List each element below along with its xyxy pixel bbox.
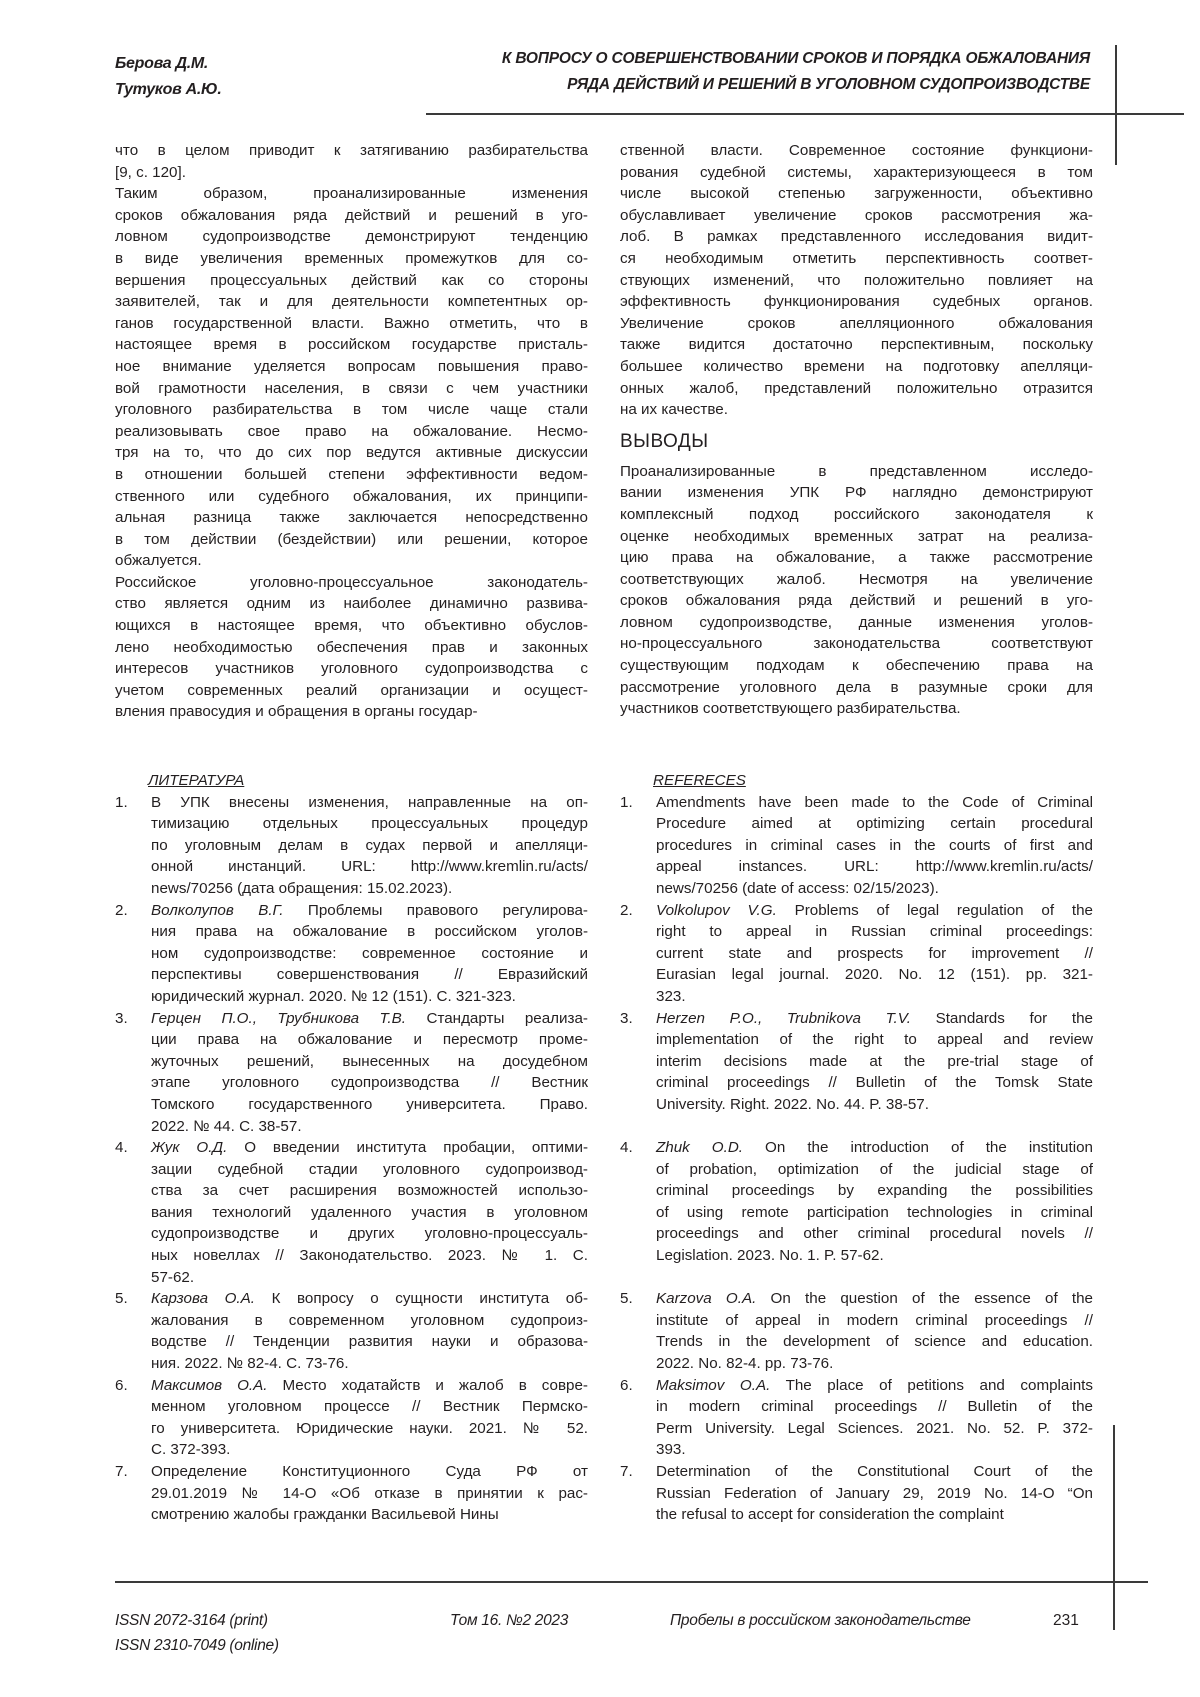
reference-line: В УПК внесены изменения, направленные на оп- [151,793,588,811]
reference-line: Trends in the development of science and education. [656,1333,1093,1351]
reference-author: Karzova O.A. [656,1290,757,1308]
spacer [620,1116,1093,1138]
reference-line: Determination of the Constitutional Court of the [656,1463,1093,1480]
reference-line: С. 372-393. [151,1441,231,1459]
reference-line: 323. [656,987,686,1005]
reference-line [656,1137,1093,1159]
running-title-line: К ВОПРОСУ О СОВЕРШЕНСТВОВАНИИ СРОКОВ И ПОРЯДКА ОБЖАЛОВАНИЯ [501,50,1090,67]
header-rule [426,113,1184,115]
reference-line: 393. [656,1441,686,1459]
reference-text: К вопросу о сущности института об- [255,1290,589,1308]
text-line: обжалуется. [115,552,202,570]
reference-author: Жук О.Д. [151,1139,228,1157]
reference-line: ния. 2022. № 82-4. С. 73-76. [151,1355,349,1373]
reference-text: Standards for the [910,1009,1093,1027]
reference-number: 6. [115,1376,128,1394]
reference-line [151,1137,588,1159]
text-line: ющихся в настоящее время, что объективно обуслов- [115,617,588,635]
text-line: ство является одним из наиболее динамично развива- [115,595,588,613]
reference-line: го университета. Юридические науки. 2021. № 52. [151,1419,588,1437]
reference-text: Стандарты реализа- [406,1009,588,1027]
text-line: ственного или судебного обжалования, их принципи- [115,487,588,505]
reference-number: 6. [620,1376,633,1394]
text-line: настоящее время в российском государстве присталь- [115,336,588,354]
reference-line: смотрению жалобы гражданки Васильевой Нины [151,1506,499,1524]
reference-line: зации судебной стадии уголовного судопроизвод- [151,1160,588,1178]
reference-number: 4. [620,1139,633,1157]
reference-line: ных новеллах // Законодательство. 2023. № 1. С. [151,1247,588,1265]
reference-number: 3. [620,1009,633,1027]
text-line: ственной власти. Современное состояние функциони- [620,142,1093,159]
text-line: рования судебной системы, характеризующееся в том [620,163,1093,181]
text-line: онных жалоб, представлений положительно отразится [620,379,1093,397]
reference-author: Zhuk O.D. [656,1139,744,1157]
text-line: лено необходимостью обеспечения прав и законных [115,638,588,656]
reference-line: proceedings and other criminal procedural novels // [656,1225,1093,1243]
reference-item [620,1008,1093,1116]
reference-line: ном судопроизводстве: современное состояние и [151,944,588,962]
text-line: вершения процессуальных действий как со стороны [115,271,588,289]
reference-line: юридический журнал. 2020. № 12 (151). С. 321-323. [151,987,516,1005]
text-line: в виде увеличения временных промежутков для со- [115,249,588,267]
reference-line: Legislation. 2023. No. 1. P. 57-62. [656,1247,884,1265]
reference-line: Russian Federation of January 29, 2019 No. 14-O “On [656,1484,1093,1502]
reference-author: Герцен П.О., Трубникова Т.В. [151,1009,407,1027]
reference-number: 2. [115,901,128,919]
text-line: ловном судопроизводстве, данные изменения уголов- [620,613,1093,631]
reference-number: 4. [115,1139,128,1157]
reference-author: Карзова О.А. [151,1290,256,1308]
text-line: эффективность функционирования судебных органов. [620,293,1093,311]
text-line: альная разница также заключается непосредственно [115,509,588,527]
reference-item [115,1461,588,1526]
text-line: в том действии (бездействии) или решении, которое [115,530,588,548]
text-line: на их качестве. [620,401,728,419]
body-text-block [620,140,1093,421]
text-line: существующим подходам к обеспечению права на [620,657,1093,675]
reference-line: Procedure aimed at optimizing certain procedural [656,815,1093,833]
reference-item [620,900,1093,1008]
text-line: вой грамотности населения, в связи с чем участники [115,379,588,397]
reference-number: 2. [620,901,633,919]
reference-line: criminal proceedings // Bulletin of the Tomsk State [656,1074,1093,1092]
text-line: ное внимание уделяется вопросам повышения право- [115,357,588,375]
reference-author: Максимов О.А. [151,1376,268,1394]
footer-rule [115,1581,1148,1583]
issn-online: ISSN 2310-7049 (online) [115,1637,279,1654]
text-line: Таким образом, проанализированные изменения [115,185,588,203]
text-line: цию права на обжалование, а также рассмотрение [620,549,1093,567]
text-line: Увеличение сроков апелляционного обжалования [620,314,1093,332]
reference-number: 5. [115,1290,128,1308]
header-vertical-rule [1115,45,1117,165]
reference-line: Perm University. Legal Sciences. 2021. No. 52. P. 372- [656,1419,1093,1437]
reference-line: news/70256 (дата обращения: 15.02.2023). [151,879,453,897]
text-line: большее количество времени на подготовку апелляци- [620,357,1093,375]
references-english [620,770,1093,1526]
reference-item [115,1288,588,1374]
text-line: лоб. В рамках представленного исследования видит- [620,228,1093,246]
reference-list [115,792,588,1526]
section-heading-conclusions: ВЫВОДЫ [620,430,709,452]
reference-text: The place of petitions and complaints [770,1376,1093,1394]
reference-item [620,792,1093,900]
references-heading: ЛИТЕРАТУРА [148,772,245,789]
reference-line: тимизацию отдельных процессуальных процедур [151,815,588,833]
text-line: уголовного разбирательства в том числе чаще стали [115,401,588,419]
reference-line: ства за счет расширения возможностей использо- [151,1182,588,1200]
spacer [620,1267,1093,1289]
text-line: но-процессуального законодательства соответствуют [620,635,1093,653]
running-title [370,46,1090,98]
reference-author: Herzen P.O., Trubnikova T.V. [656,1009,911,1027]
reference-line: in modern criminal proceedings // Bulletin of the [656,1398,1093,1416]
reference-line: University. Right. 2022. No. 44. P. 38-57. [656,1095,929,1113]
reference-item [115,1375,588,1461]
reference-line [151,1008,588,1030]
reference-text: О введении института пробации, оптими- [227,1139,589,1157]
conclusions-text-block [620,461,1093,720]
reference-item [620,1461,1093,1526]
reference-item [115,1008,588,1138]
reference-line: of probation, optimization of the judicial stage of [656,1160,1093,1178]
reference-line: the refusal to accept for consideration the complaint [656,1506,1004,1524]
text-line: ганов государственной власти. Важно отметить, что в [115,314,588,332]
reference-line [656,900,1093,922]
reference-line: implementation of the right to appeal and review [656,1031,1093,1049]
reference-line [151,900,588,922]
article-authors [115,51,222,103]
reference-item [115,1137,588,1288]
body-column-left [115,140,588,723]
text-line: сроков обжалования ряда действий и решений в уго- [115,206,588,224]
text-line: заявителей, так и для деятельности компетентных ор- [115,293,588,311]
reference-line: 57-62. [151,1268,195,1286]
reference-line: institute of appeal in modern criminal proceedings // [656,1311,1093,1329]
reference-line: 2022. No. 82-4. pp. 73-76. [656,1355,834,1373]
reference-item [620,1137,1093,1267]
reference-line: of using remote participation technologies in criminal [656,1203,1093,1221]
reference-line [151,1288,588,1310]
reference-line: appeal instances. URL: http://www.kremlin.ru/acts/ [656,858,1093,876]
reference-line: ния права на обжалование в российском уголов- [151,923,588,941]
reference-text: Problems of legal regulation of the [776,901,1093,919]
reference-line: онной инстанций. URL: http://www.kremlin.ru/acts/ [151,858,588,876]
text-line: числе высокой степенью загруженности, объективно [620,185,1093,203]
footer-journal-name: Пробелы в российском законодательстве [670,1612,971,1629]
reference-line: жуточных решений, вынесенных на досудебном [151,1052,588,1070]
reference-line: этапе уголовного судопроизводства // Вестник [151,1074,588,1092]
reference-number: 1. [620,793,633,811]
reference-number: 7. [620,1463,633,1480]
reference-line: жалования в современном уголовном судопроиз- [151,1311,588,1329]
reference-line: Eurasian legal journal. 2020. No. 12 (151). pp. 321- [656,966,1093,984]
text-line: Российское уголовно-процессуальное законодатель- [115,573,588,591]
reference-number: 7. [115,1463,128,1480]
reference-line: ции права на обжалование и пересмотр проме- [151,1031,588,1049]
text-line: ся необходимым отметить перспективность соответ- [620,249,1093,267]
reference-list [620,792,1093,1526]
reference-text: Проблемы правового регулирова- [283,901,588,919]
text-line: комплексный подход российского законодателя к [620,505,1093,523]
footer-vertical-rule [1113,1425,1115,1630]
reference-line [656,1008,1093,1030]
reference-line [151,1375,588,1397]
text-line: рассмотрение уголовного дела в разумные сроки для [620,678,1093,696]
reference-text: On the introduction of the institution [743,1139,1093,1157]
reference-item [620,1375,1093,1461]
reference-line: Определение Конституционного Суда РФ от [151,1463,588,1480]
text-line: что в целом приводит к затягиванию разбирательства [115,142,588,159]
footer-issn [115,1608,279,1658]
reference-text: On the question of the essence of the [756,1290,1093,1308]
reference-line: 2022. № 44. С. 38-57. [151,1117,302,1135]
reference-line: current state and prospects for improvement // [656,944,1093,962]
author-name: Берова Д.М. [115,55,209,72]
text-line: оценке необходимых временных затрат на реализа- [620,527,1093,545]
reference-line: criminal proceedings by expanding the possibilities [656,1182,1093,1200]
reference-line: procedures in criminal cases in the courts of first and [656,836,1093,854]
reference-line: Томского государственного университета. Право. [151,1095,588,1113]
reference-line: Amendments have been made to the Code of Criminal [656,793,1093,811]
reference-line: водстве // Тенденции развития науки и образова- [151,1333,588,1351]
reference-number: 1. [115,793,128,811]
text-line: реализовывать свое право на обжалование. Несмо- [115,422,588,440]
reference-number: 3. [115,1009,128,1027]
page-number: 231 [1053,1612,1079,1629]
references-russian [115,770,588,1526]
text-line: сроков обжалования ряда действий и решений в уго- [620,592,1093,610]
text-line: в отношении большей степени эффективности ведом- [115,465,588,483]
reference-author: Волколупов В.Г. [151,901,284,919]
reference-number: 5. [620,1290,633,1308]
reference-line: right to appeal in Russian criminal proceedings: [656,923,1093,941]
reference-item [115,792,588,900]
text-line: [9, с. 120]. [115,163,186,181]
text-line: интересов участников уголовного судопроизводства с [115,660,588,678]
reference-line: по уголовным делам в судах первой и апелляци- [151,836,588,854]
reference-author: Volkolupov V.G. [656,901,777,919]
issn-print: ISSN 2072-3164 (print) [115,1612,268,1629]
text-line: ловном судопроизводстве демонстрируют тенденцию [115,228,588,246]
text-line: вления правосудия и обращения в органы государ- [115,703,478,721]
text-line: учетом современных реалий организации и осущест- [115,681,588,699]
text-line: Проанализированные в представленном исследо- [620,462,1093,480]
text-line: вании изменения УПК РФ наглядно демонстрируют [620,484,1093,502]
body-column-right [620,140,1093,720]
running-title-line: РЯДА ДЕЙСТВИЙ И РЕШЕНИЙ В УГОЛОВНОМ СУДОПРОИЗВОДСТВЕ [567,76,1090,93]
references-heading: REFEREСES [653,772,746,789]
reference-author: Maksimov O.A. [656,1376,771,1394]
reference-text: Место ходатайств и жалоб в совре- [267,1376,588,1394]
reference-line: 29.01.2019 № 14-О «Об отказе в принятии к рас- [151,1484,588,1502]
reference-line: судопроизводстве и других уголовно-процессуаль- [151,1225,588,1243]
footer-volume: Том 16. №2 2023 [450,1612,569,1629]
reference-line [656,1288,1093,1310]
reference-line: interim decisions made at the pre-trial stage of [656,1052,1093,1070]
text-line: также видится достаточно перспективным, поскольку [620,336,1093,354]
reference-item [115,900,588,1008]
reference-line: перспективы совершенствования // Евразийский [151,966,588,984]
text-line: соответствующих жалоб. Несмотря на увеличение [620,570,1093,588]
text-line: участников соответствующего разбирательства. [620,700,961,718]
text-line: тря на то, что до сих пор ведутся активные дискуссии [115,444,588,462]
text-line: обуславливает увеличение сроков рассмотрения жа- [620,206,1093,224]
author-name: Тутуков А.Ю. [115,81,222,98]
reference-item [620,1288,1093,1374]
text-line: ствующих изменений, что положительно повлияет на [620,271,1093,289]
reference-line [656,1375,1093,1397]
reference-line: news/70256 (date of access: 02/15/2023). [656,879,939,897]
reference-line: вания технологий удаленного участия в уголовном [151,1203,588,1221]
reference-line: менном уголовном процессе // Вестник Пермско- [151,1398,588,1416]
